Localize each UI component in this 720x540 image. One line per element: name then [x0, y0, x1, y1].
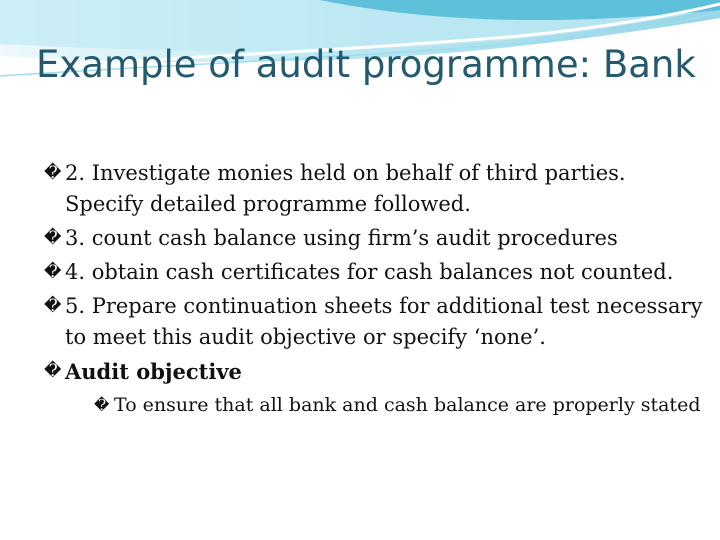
list-item: � 4. obtain cash certificates for cash balances not counted.	[44, 257, 704, 288]
bullet-icon: �	[44, 228, 62, 248]
bullet-icon: �	[44, 163, 62, 183]
list-item: � 3. count cash balance using firm’s audit procedures	[44, 223, 704, 254]
sub-list-item: � To ensure that all bank and cash balance are properly stated	[94, 391, 704, 420]
bullet-list	[44, 158, 704, 420]
bullet-icon: �	[44, 262, 62, 282]
slide-title: Example of audit programme: Bank	[36, 43, 696, 86]
bullet-icon: �	[44, 361, 62, 381]
bullet-icon: �	[44, 296, 62, 316]
list-item: � 5. Prepare continuation sheets for additional test necessary to meet this audit objective or specify ‘none’.	[44, 291, 704, 353]
list-item: � 2. Investigate monies held on behalf of third parties. Specify detailed programme followed.	[44, 158, 704, 220]
list-item-heading: � Audit objective	[44, 356, 704, 388]
bullet-icon: �	[94, 396, 110, 414]
